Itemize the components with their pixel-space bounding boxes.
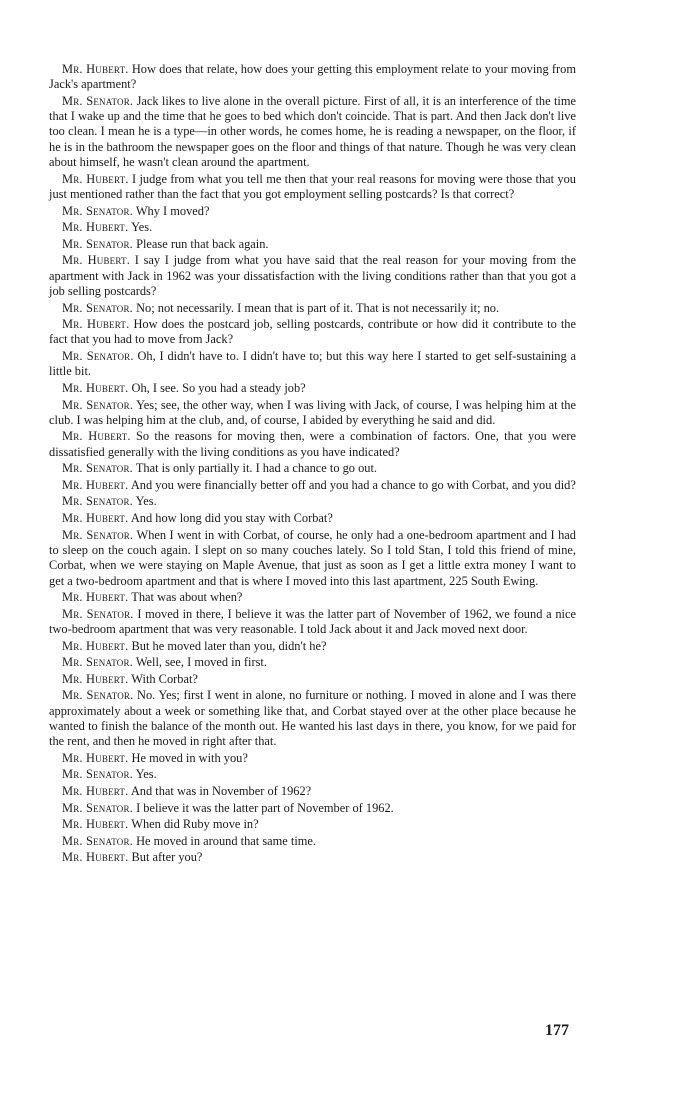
testimony-paragraph [49, 461, 576, 476]
speaker-name: Mr. Hubert. [62, 850, 129, 865]
speaker-name: Mr. Senator. [62, 800, 133, 815]
speaker-name: Mr. Senator. [62, 236, 133, 251]
speech-text: Yes. [135, 494, 157, 509]
speaker-name: Mr. Senator. [62, 93, 134, 108]
testimony-paragraph [49, 607, 576, 638]
page-number: 177 [545, 1022, 569, 1039]
testimony-paragraph [49, 511, 576, 526]
testimony-paragraph [49, 655, 576, 670]
speech-text: He moved in with you? [131, 750, 248, 765]
speaker-name: Mr. Hubert. [62, 429, 131, 444]
testimony-paragraph [49, 784, 576, 799]
testimony-paragraph [49, 590, 576, 605]
speech-text: But after you? [131, 850, 203, 865]
speech-text: Jack likes to live alone in the overall picture. First of all, it is an interference of the time that I wake up and the time that he goes to bed which don't coincide. That is part. And then Jack don't live too clean. I mean he is a type—in other words, he comes home, he is reading a newspaper, on the floor, if he is in the bathroom the newspaper goes on the floor and things of that nature. Though he was very clean about himself, he wasn't clean around the apartment. [49, 93, 576, 170]
testimony-paragraph [49, 301, 576, 316]
testimony-paragraph [49, 220, 576, 235]
testimony-paragraph [49, 172, 576, 203]
speaker-name: Mr. Hubert. [62, 638, 129, 653]
speaker-name: Mr. Hubert. [62, 477, 129, 492]
testimony-paragraph [49, 767, 576, 782]
speech-text: Yes. [135, 767, 157, 782]
speech-text: He moved in around that same time. [136, 833, 317, 848]
speech-text: Yes. [131, 220, 153, 235]
speaker-name: Mr. Senator. [62, 688, 134, 703]
speaker-name: Mr. Hubert. [62, 62, 129, 76]
speech-text: With Corbat? [131, 671, 198, 686]
speaker-name: Mr. Senator. [62, 461, 133, 476]
speaker-name: Mr. Hubert. [62, 784, 129, 799]
speaker-name: Mr. Hubert. [62, 750, 129, 765]
speaker-name: Mr. Hubert. [62, 817, 129, 832]
speaker-name: Mr. Senator. [62, 833, 133, 848]
speech-text: Oh, I didn't have to. I didn't have to; but this way here I started to get self-sustaining a little bit. [49, 349, 576, 379]
speech-text: So the reasons for moving then, were a combination of factors. One, that you were dissatisfied generally with the living conditions as you have indicated? [49, 429, 576, 459]
speech-text: But he moved later than you, didn't he? [131, 638, 327, 653]
speaker-name: Mr. Hubert. [62, 671, 129, 686]
speech-text: Oh, I see. So you had a steady job? [131, 380, 306, 395]
speech-text: And that was in November of 1962? [130, 784, 312, 799]
speaker-name: Mr. Senator. [62, 203, 133, 218]
testimony-paragraph [49, 528, 576, 589]
testimony-paragraph [49, 204, 576, 219]
speaker-name: Mr. Senator. [62, 767, 133, 782]
speech-text: No; not necessarily. I mean that is part of it. That is not necessarily it; no. [136, 300, 500, 315]
testimony-paragraph [49, 349, 576, 380]
testimony-paragraph [49, 639, 576, 654]
testimony-paragraph [49, 253, 576, 299]
speech-text: Yes; see, the other way, when I was living with Jack, of course, I was helping him at the club. I was helping him at the club, and, of course, I abided by everything he said and did. [49, 397, 576, 427]
speaker-name: Mr. Hubert. [62, 253, 131, 268]
testimony-body [49, 62, 576, 867]
testimony-paragraph [49, 429, 576, 460]
speaker-name: Mr. Hubert. [62, 511, 129, 526]
speech-text: When did Ruby move in? [131, 817, 259, 832]
testimony-paragraph [49, 381, 576, 396]
testimony-paragraph [49, 317, 576, 348]
testimony-paragraph [49, 237, 576, 252]
speech-text: Please run that back again. [136, 236, 269, 251]
speech-text: I say I judge from what you have said that the real reason for your moving from the apartment with Jack in 1962 was your dissatisfaction with the living conditions rather than that you got a job selling postcards? [49, 253, 576, 298]
speaker-name: Mr. Hubert. [62, 317, 130, 332]
testimony-paragraph [49, 817, 576, 832]
testimony-paragraph [49, 672, 576, 687]
testimony-paragraph [49, 751, 576, 766]
speech-text: Well, see, I moved in first. [135, 655, 267, 670]
speaker-name: Mr. Senator. [62, 655, 133, 670]
speaker-name: Mr. Hubert. [62, 171, 129, 186]
speaker-name: Mr. Senator. [62, 606, 134, 621]
testimony-paragraph [49, 478, 576, 493]
speech-text: No. Yes; first I went in alone, no furniture or nothing. I moved in alone and I was there approximately about a week or something like that, and Corbat stayed over at the other place because he wanted to finish the balance of the month out. He wanted his last days in there, you know, for we paid for the rent, and then he moved in right after that. [49, 688, 576, 749]
testimony-paragraph [49, 62, 576, 93]
testimony-paragraph [49, 688, 576, 749]
speaker-name: Mr. Hubert. [62, 220, 129, 235]
speaker-name: Mr. Hubert. [62, 590, 129, 605]
speaker-name: Mr. Senator. [62, 494, 133, 509]
speech-text: And you were financially better off and you had a chance to go with Corbat, and you did? [130, 477, 576, 492]
testimony-paragraph [49, 834, 576, 849]
speaker-name: Mr. Senator. [62, 397, 134, 412]
testimony-paragraph [49, 94, 576, 170]
testimony-paragraph [49, 850, 576, 865]
speech-text: That is only partially it. I had a chance to go out. [135, 461, 378, 476]
speaker-name: Mr. Senator. [62, 349, 134, 364]
testimony-paragraph [49, 801, 576, 816]
speech-text: How does the postcard job, selling postcards, contribute or how did it contribute to the fact that you had to move from Jack? [49, 317, 576, 347]
speech-text: I believe it was the latter part of November of 1962. [136, 800, 394, 815]
speaker-name: Mr. Senator. [62, 300, 133, 315]
testimony-paragraph [49, 398, 576, 429]
speech-text: I judge from what you tell me then that your real reasons for moving were those that you just mentioned rather than the fact that you got employment selling postcards? Is that correct? [49, 171, 576, 201]
speech-text: I moved in there, I believe it was the latter part of November of 1962, we found a nice two-bedroom apartment that was very reasonable. I told Jack about it and Jack moved next door. [49, 606, 576, 637]
testimony-paragraph [49, 494, 576, 509]
speech-text: That was about when? [131, 590, 243, 605]
speech-text: And how long did you stay with Corbat? [130, 511, 333, 526]
speech-text: Why I moved? [135, 203, 210, 218]
speaker-name: Mr. Hubert. [62, 380, 129, 395]
speech-text: When I went in with Corbat, of course, he only had a one-bedroom apartment and I had to sleep on the couch again. I slept on so many couches lately. So I told Stan, I told this friend of mine, Corbat, when we were staying on Maple Avenue, that just as soon as I get a little extra money I want to get a two-bedroom apartment and that is where I moved into this last apartment, 225 South Ewing. [49, 527, 577, 588]
speaker-name: Mr. Senator. [62, 527, 134, 542]
speech-text: How does that relate, how does your getting this employment relate to your moving from Jack's apartment? [49, 62, 577, 92]
